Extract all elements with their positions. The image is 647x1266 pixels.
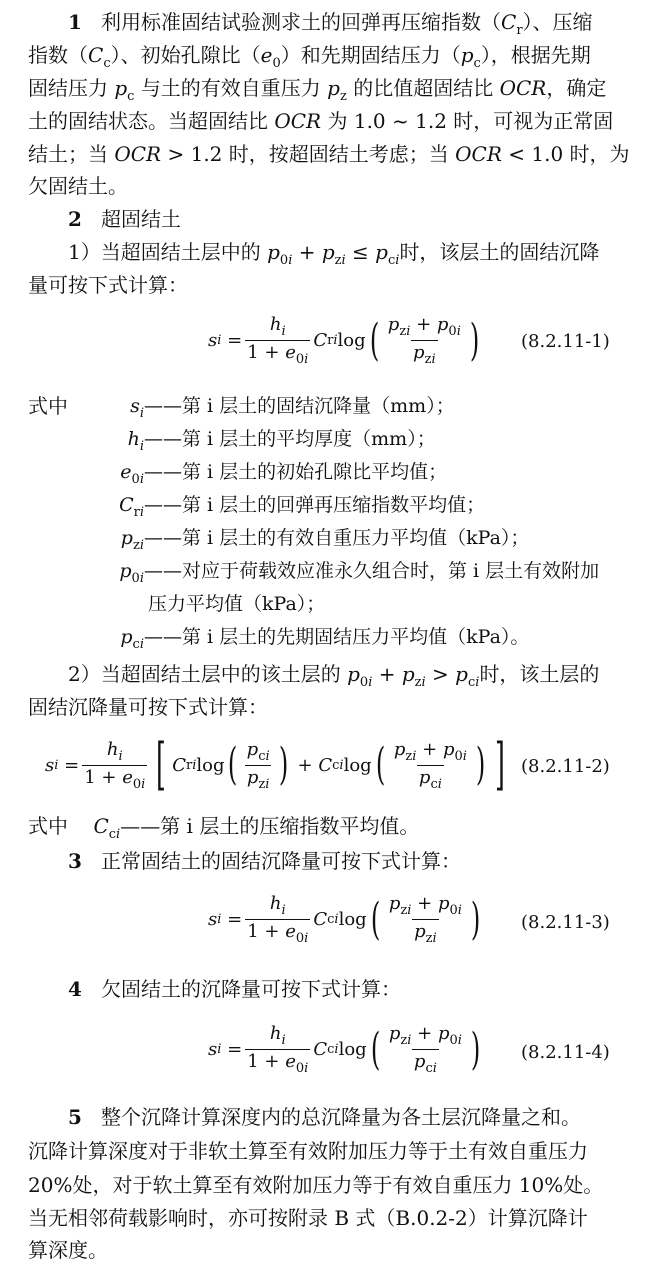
para3-line xyxy=(68,847,461,875)
para1-text: 土的固结状态。当超固结比 xyxy=(28,109,268,133)
def-text: ——第 i 层土的压缩指数平均值。 xyxy=(120,814,420,838)
def-h: $h_i——$第 i 层土的平均厚度（mm）； xyxy=(127,428,436,454)
sub2-text: 时，该土层的 xyxy=(479,662,600,686)
para1-text: ）和先期固结压力（ xyxy=(280,43,461,67)
para1-text: 利用标准固结试验测求土的回弹再压缩指数（ xyxy=(101,10,501,34)
para1-text: ，确定 xyxy=(546,76,607,100)
equation-8-2-11-4: s i = $\frac{h_i}{1 + e_{0i}}$ C ci log ( $\frac{p_{zi} + p_{0i}}{p_{ci}}$ ) xyxy=(208,1023,481,1076)
def-pz: $p_{zi}——$第 i 层土的有效自重压力平均值（kPa）； xyxy=(120,527,530,553)
item-number-5: 5 xyxy=(68,1105,82,1129)
def-text: ——第 i 层土的固结沉降量（mm）； xyxy=(144,395,455,417)
para1-text: ），根据先期 xyxy=(480,43,591,67)
para1-line5: 结土；当 OCR > 1.2 时，按超固结土考虑；当 OCR < 1.0 时，为 xyxy=(28,142,630,166)
para1-line4: 土的固结状态。当超固结比 OCR 为 1.0 ~ 1.2 时，可视为正常固 xyxy=(28,109,614,133)
para5-line2: 沉降计算深度对于非软土算至有效附加压力等于土有效自重压力 xyxy=(28,1139,588,1163)
para1-text: 的比值超固结比 xyxy=(353,76,494,100)
item-number-1: 1 xyxy=(68,10,82,34)
para1-text: 为 1.0 ~ 1.2 时，可视为正常固 xyxy=(327,109,614,133)
equation-number: (8.2.11-3) xyxy=(521,912,610,933)
para2-sub2-line2: 固结沉降量可按下式计算： xyxy=(28,695,268,719)
def-text: ——第 i 层土的有效自重压力平均值（kPa）； xyxy=(144,527,530,549)
def-pc: $p_{ci}——$第 i 层土的先期固结压力平均值（kPa）。 xyxy=(120,626,530,652)
sub1-text: 1）当超固结土层中的 xyxy=(68,240,261,264)
para1-text: 结土；当 xyxy=(28,142,108,166)
equation-number: (8.2.11-1) xyxy=(521,331,610,352)
def-s: $s_i——$第 i 层土的固结沉降量（mm）； xyxy=(130,395,455,421)
item-number-4: 4 xyxy=(68,977,82,1001)
para1-line6: 欠固结土。 xyxy=(28,174,128,198)
where-label: 式中 xyxy=(28,814,68,838)
para1-text: 固结压力 xyxy=(28,76,108,100)
para1-text: ）、压缩 xyxy=(522,10,593,34)
sub1-text: 时，该层土的固结沉降 xyxy=(399,240,600,264)
def-text: ——第 i 层土的先期固结压力平均值（kPa）。 xyxy=(144,626,530,648)
para1-text: > 1.2 时，按超固结土考虑；当 xyxy=(167,142,449,166)
para2-sub1-line1: 1）当超固结土层中的 $p_{0i} + p_{zi} \le p_{ci}$时，该层土的固结沉降 xyxy=(68,240,600,268)
def-text: ——第 i 层土的回弹再压缩指数平均值； xyxy=(144,494,486,516)
para1-text: < 1.0 时，为 xyxy=(508,142,630,166)
para5-line5: 算深度。 xyxy=(28,1238,108,1262)
equation-8-2-11-2: s i = $\frac{h_i}{1 + e_{0i}}$ [ C ri log ( $\frac{p_{ci}}{p_{zi}}$ ) + C ci log ( $\frac{p_{zi} + p_{0i}}{p_{ci}}$ ) ] xyxy=(45,732,505,797)
para3-text: 正常固结土的固结沉降量可按下式计算： xyxy=(101,849,461,873)
item-number-2: 2 xyxy=(68,207,82,231)
def-text: ——对应于荷载效应准永久组合时，第 i 层土有效附加 xyxy=(144,560,600,582)
def-cr: $C_{ri}——$第 i 层土的回弹再压缩指数平均值； xyxy=(119,494,486,520)
def-p0-cont: 压力平均值（kPa）； xyxy=(148,593,326,615)
equation-number: (8.2.11-2) xyxy=(521,756,610,777)
equation-8-2-11-3: s i = $\frac{h_i}{1 + e_{0i}}$ C ci log ( $\frac{p_{zi} + p_{0i}}{p_{zi}}$ ) xyxy=(208,893,481,946)
para5-line4: 当无相邻荷载影响时，亦可按附录 B 式（B.0.2-2）计算沉降计 xyxy=(28,1206,588,1230)
para1-line2: 指数$(C_c)$、初始孔隙比$(e_0)$和先期固结压力$(p_c)$，根据先期 xyxy=(28,43,591,71)
equation-8-2-11-1: s i = $\frac{h_i}{1 + e_{0i}}$ C ri log ( $\frac{p_{zi} + p_{0i}}{p_{zi}}$ ) xyxy=(208,314,480,367)
sub2-text: 2）当超固结土层中的该土层的 xyxy=(68,662,341,686)
def-p0: $p_{0i}——$对应于荷载效应准永久组合时，第 i 层土有效附加 xyxy=(119,560,600,586)
para5-line3: 20%处，对于软土算至有效附加压力等于有效自重压力 10%处。 xyxy=(28,1173,604,1197)
section-title: 超固结土 xyxy=(101,207,181,231)
def-text: ——第 i 层土的初始孔隙比平均值； xyxy=(144,461,448,483)
item-number-3: 3 xyxy=(68,849,82,873)
para4-text: 欠固结土的沉降量可按下式计算： xyxy=(101,977,401,1001)
def-e: $e_{0i}——$第 i 层土的初始孔隙比平均值； xyxy=(120,461,448,487)
equation-number: (8.2.11-4) xyxy=(521,1042,610,1063)
para5-line1 xyxy=(68,1103,581,1131)
para2-heading xyxy=(68,205,181,233)
para2-sub1-line2: 量可按下式计算： xyxy=(28,273,188,297)
para1-text: 指数（ xyxy=(28,43,88,67)
para5-text: 整个沉降计算深度内的总沉降量为各土层沉降量之和。 xyxy=(101,1105,581,1129)
where-label: 式中 xyxy=(28,394,68,418)
def-text: ——第 i 层土的平均厚度（mm）； xyxy=(144,428,436,450)
para1-line1: 1 利用标准固结试验测求土的回弹再压缩指数$(C_r)$、压缩 xyxy=(68,10,593,38)
where2-line: 式中 $C_{ci}——$第 i 层土的压缩指数平均值。 xyxy=(28,814,420,842)
para1-line3: 固结压力 $p_c$ 与土的有效自重压力 $p_z$ 的比值超固结比 OCR，确定 xyxy=(28,76,607,104)
para1-text: ）、初始孔隙比（ xyxy=(110,43,261,67)
para4-line xyxy=(68,975,401,1003)
para1-text: 与土的有效自重压力 xyxy=(140,76,321,100)
para2-sub2-line1: 2）当超固结土层中的该土层的 $p_{0i} + p_{zi} > p_{ci}$时，该土层的 xyxy=(68,662,600,690)
